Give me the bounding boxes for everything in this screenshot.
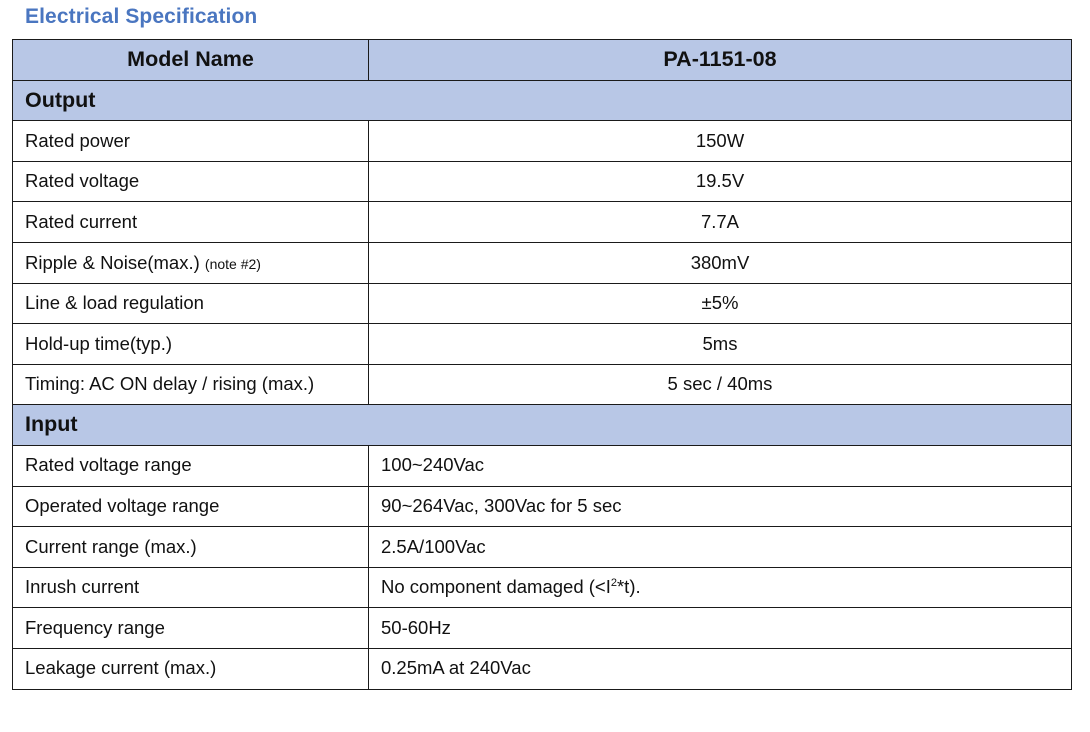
model-name-header: Model Name xyxy=(13,40,369,81)
table-row xyxy=(13,283,1072,324)
table-row xyxy=(13,567,1072,608)
spec-label: Rated power xyxy=(13,121,369,162)
table-row xyxy=(13,161,1072,202)
spec-value: 19.5V xyxy=(369,161,1072,202)
document-title: Electrical Specification xyxy=(25,5,258,28)
table-row xyxy=(13,527,1072,568)
spec-value: 90~264Vac, 300Vac for 5 sec xyxy=(369,486,1072,527)
spec-value: 7.7A xyxy=(369,202,1072,243)
spec-label: Rated current xyxy=(13,202,369,243)
section-title-input: Input xyxy=(13,405,1072,446)
table-row xyxy=(13,486,1072,527)
spec-label: Hold-up time(typ.) xyxy=(13,324,369,365)
inrush-superscript: 2 xyxy=(610,577,617,590)
table-row xyxy=(13,648,1072,689)
model-number-header: PA-1151-08 xyxy=(369,40,1072,81)
spec-value: 50-60Hz xyxy=(369,608,1072,649)
table-row xyxy=(13,202,1072,243)
spec-value: 0.25mA at 240Vac xyxy=(369,648,1072,689)
section-row-input xyxy=(13,405,1072,446)
spec-value: 150W xyxy=(369,121,1072,162)
spec-label: Ripple & Noise(max.) xyxy=(25,251,200,273)
spec-label: Current range (max.) xyxy=(13,527,369,568)
spec-value-inrush xyxy=(369,567,1072,608)
spec-value: 380mV xyxy=(369,242,1072,283)
spec-value: 2.5A/100Vac xyxy=(369,527,1072,568)
spec-label: Line & load regulation xyxy=(13,283,369,324)
table-row xyxy=(13,242,1072,283)
inrush-value-suffix: *t). xyxy=(616,576,641,598)
section-row-output xyxy=(13,80,1072,121)
spec-label: Timing: AC ON delay / rising (max.) xyxy=(13,364,369,405)
table-row xyxy=(13,364,1072,405)
table-header-row xyxy=(13,40,1072,81)
spec-label-with-note xyxy=(13,242,369,283)
table-row xyxy=(13,324,1072,365)
spec-label: Operated voltage range xyxy=(13,486,369,527)
spec-label: Inrush current xyxy=(13,567,369,608)
table-row xyxy=(13,445,1072,486)
spec-value: 5 sec / 40ms xyxy=(369,364,1072,405)
spec-label: Rated voltage xyxy=(13,161,369,202)
table-row xyxy=(13,608,1072,649)
section-title-output: Output xyxy=(13,80,1072,121)
spec-note: (note #2) xyxy=(204,255,261,272)
electrical-spec-table xyxy=(12,39,1072,690)
spec-label: Leakage current (max.) xyxy=(13,648,369,689)
inrush-value-prefix: No component damaged (<I xyxy=(381,576,611,598)
spec-value: ±5% xyxy=(369,283,1072,324)
spec-label: Rated voltage range xyxy=(13,445,369,486)
spec-value: 5ms xyxy=(369,324,1072,365)
spec-label: Frequency range xyxy=(13,608,369,649)
table-row xyxy=(13,121,1072,162)
spec-value: 100~240Vac xyxy=(369,445,1072,486)
